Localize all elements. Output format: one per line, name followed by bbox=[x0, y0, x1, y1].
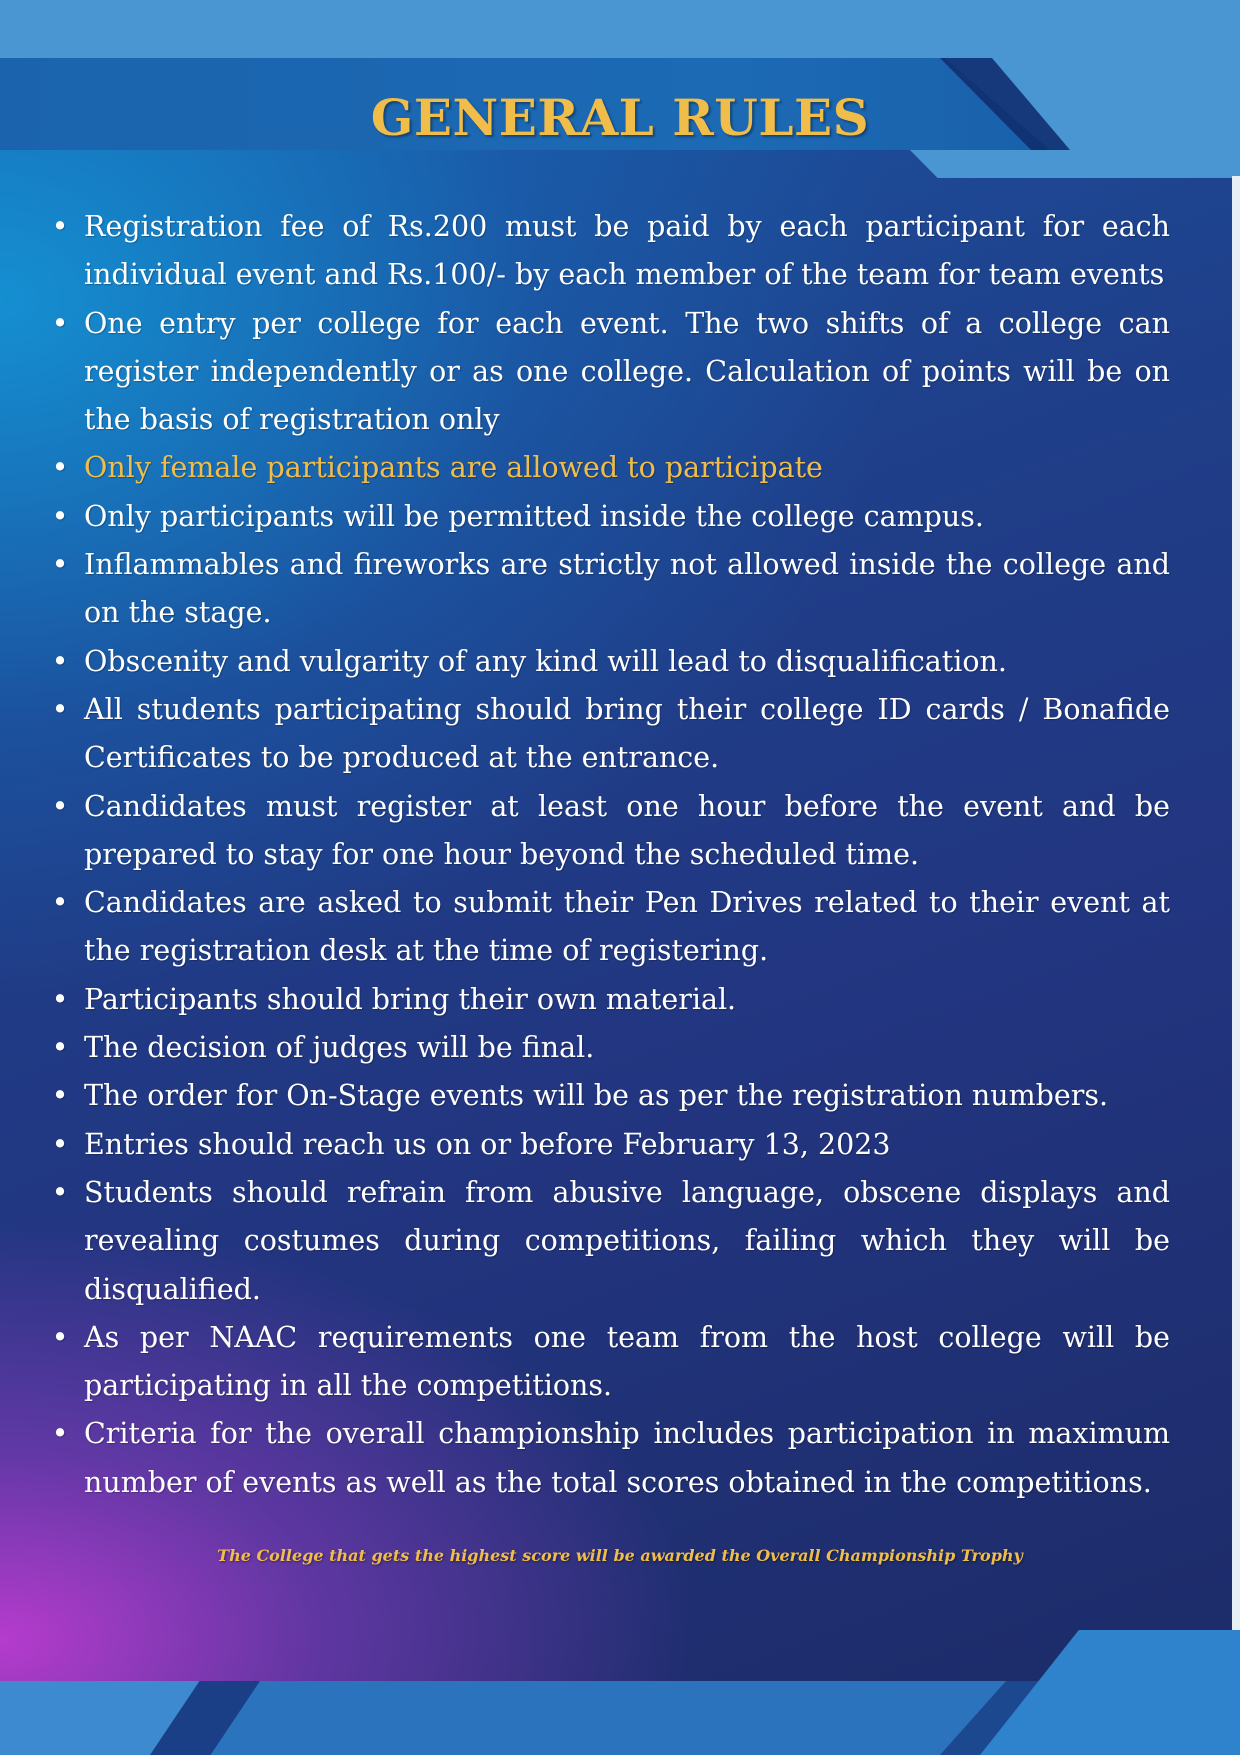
bullet-icon: • bbox=[51, 1320, 69, 1354]
rule-item bbox=[50, 1024, 1170, 1072]
rule-item bbox=[50, 638, 1170, 686]
rule-item bbox=[50, 783, 1170, 880]
rule-item bbox=[50, 444, 1170, 492]
bullet-icon: • bbox=[51, 1417, 69, 1451]
bullet-icon: • bbox=[51, 1175, 69, 1209]
rule-text: Only female participants are allowed to participate bbox=[84, 451, 823, 485]
rule-text: Inflammables and fireworks are strictly not allowed inside the college and on the stage. bbox=[84, 548, 1170, 630]
rules-list bbox=[50, 203, 1170, 1507]
bullet-icon: • bbox=[51, 548, 69, 582]
rule-text: Entries should reach us on or before February 13, 2023 bbox=[84, 1127, 891, 1161]
rule-text: Participants should bring their own material. bbox=[84, 982, 737, 1016]
rule-text: Students should refrain from abusive language, obscene displays and revealing costumes during competitions, failing which they will be disqualified. bbox=[84, 1175, 1170, 1306]
rule-text: All students participating should bring their college ID cards / Bonafide Certificates to be produced at the entrance. bbox=[84, 692, 1170, 775]
rule-item bbox=[50, 493, 1170, 541]
page-title: GENERAL RULES bbox=[370, 88, 870, 147]
rule-item bbox=[50, 1072, 1170, 1120]
rule-text: The decision of judges will be final. bbox=[84, 1031, 595, 1065]
rule-item bbox=[50, 976, 1170, 1024]
rule-item bbox=[50, 1410, 1170, 1507]
rule-text: Only participants will be permitted inside the college campus. bbox=[84, 499, 984, 533]
rule-item bbox=[50, 300, 1170, 445]
bullet-icon: • bbox=[51, 210, 69, 243]
bullet-icon: • bbox=[51, 451, 69, 485]
bullet-icon: • bbox=[51, 886, 69, 920]
rule-item bbox=[50, 1169, 1170, 1314]
rule-text: The order for On-Stage events will be as per the registration numbers. bbox=[84, 1079, 1109, 1113]
bullet-icon: • bbox=[51, 306, 69, 340]
rule-item bbox=[50, 1314, 1170, 1411]
bullet-icon: • bbox=[51, 1079, 69, 1113]
bullet-icon: • bbox=[51, 499, 69, 533]
bullet-icon: • bbox=[51, 1127, 69, 1161]
bullet-icon: • bbox=[51, 1031, 69, 1065]
rule-text: Criteria for the overall championship includes participation in maximum number of events as well as the total scores obtained in the competitions. bbox=[84, 1417, 1170, 1499]
right-edge-strip bbox=[1232, 176, 1240, 1636]
rule-item bbox=[50, 686, 1170, 783]
rule-text: One entry per college for each event. The two shifts of a college can register independently or as one college. Calculation of points will be on the basis of registration only bbox=[84, 306, 1170, 437]
rule-text: As per NAAC requirements one team from the host college will be participating in all the competitions. bbox=[84, 1320, 1170, 1403]
rule-item bbox=[50, 541, 1170, 638]
rule-text: Candidates must register at least one hour before the event and be prepared to stay for one hour beyond the scheduled time. bbox=[84, 789, 1170, 871]
rule-item bbox=[50, 879, 1170, 976]
rule-item bbox=[50, 203, 1170, 300]
rule-item bbox=[50, 1121, 1170, 1169]
rule-text: Obscenity and vulgarity of any kind will lead to disqualification. bbox=[84, 644, 1007, 678]
rule-text: Registration fee of Rs.200 must be paid by each participant for each individual event and Rs.100/- by each member of the team for team events bbox=[84, 210, 1170, 292]
rule-text: Candidates are asked to submit their Pen Drives related to their event at the registration desk at the time of registering. bbox=[84, 886, 1170, 968]
bullet-icon: • bbox=[51, 692, 69, 726]
championship-note: The College that gets the highest score will be awarded the Overall Championship Trophy bbox=[217, 1546, 1023, 1565]
bullet-icon: • bbox=[51, 644, 69, 678]
bullet-icon: • bbox=[51, 982, 69, 1016]
bullet-icon: • bbox=[51, 789, 69, 823]
